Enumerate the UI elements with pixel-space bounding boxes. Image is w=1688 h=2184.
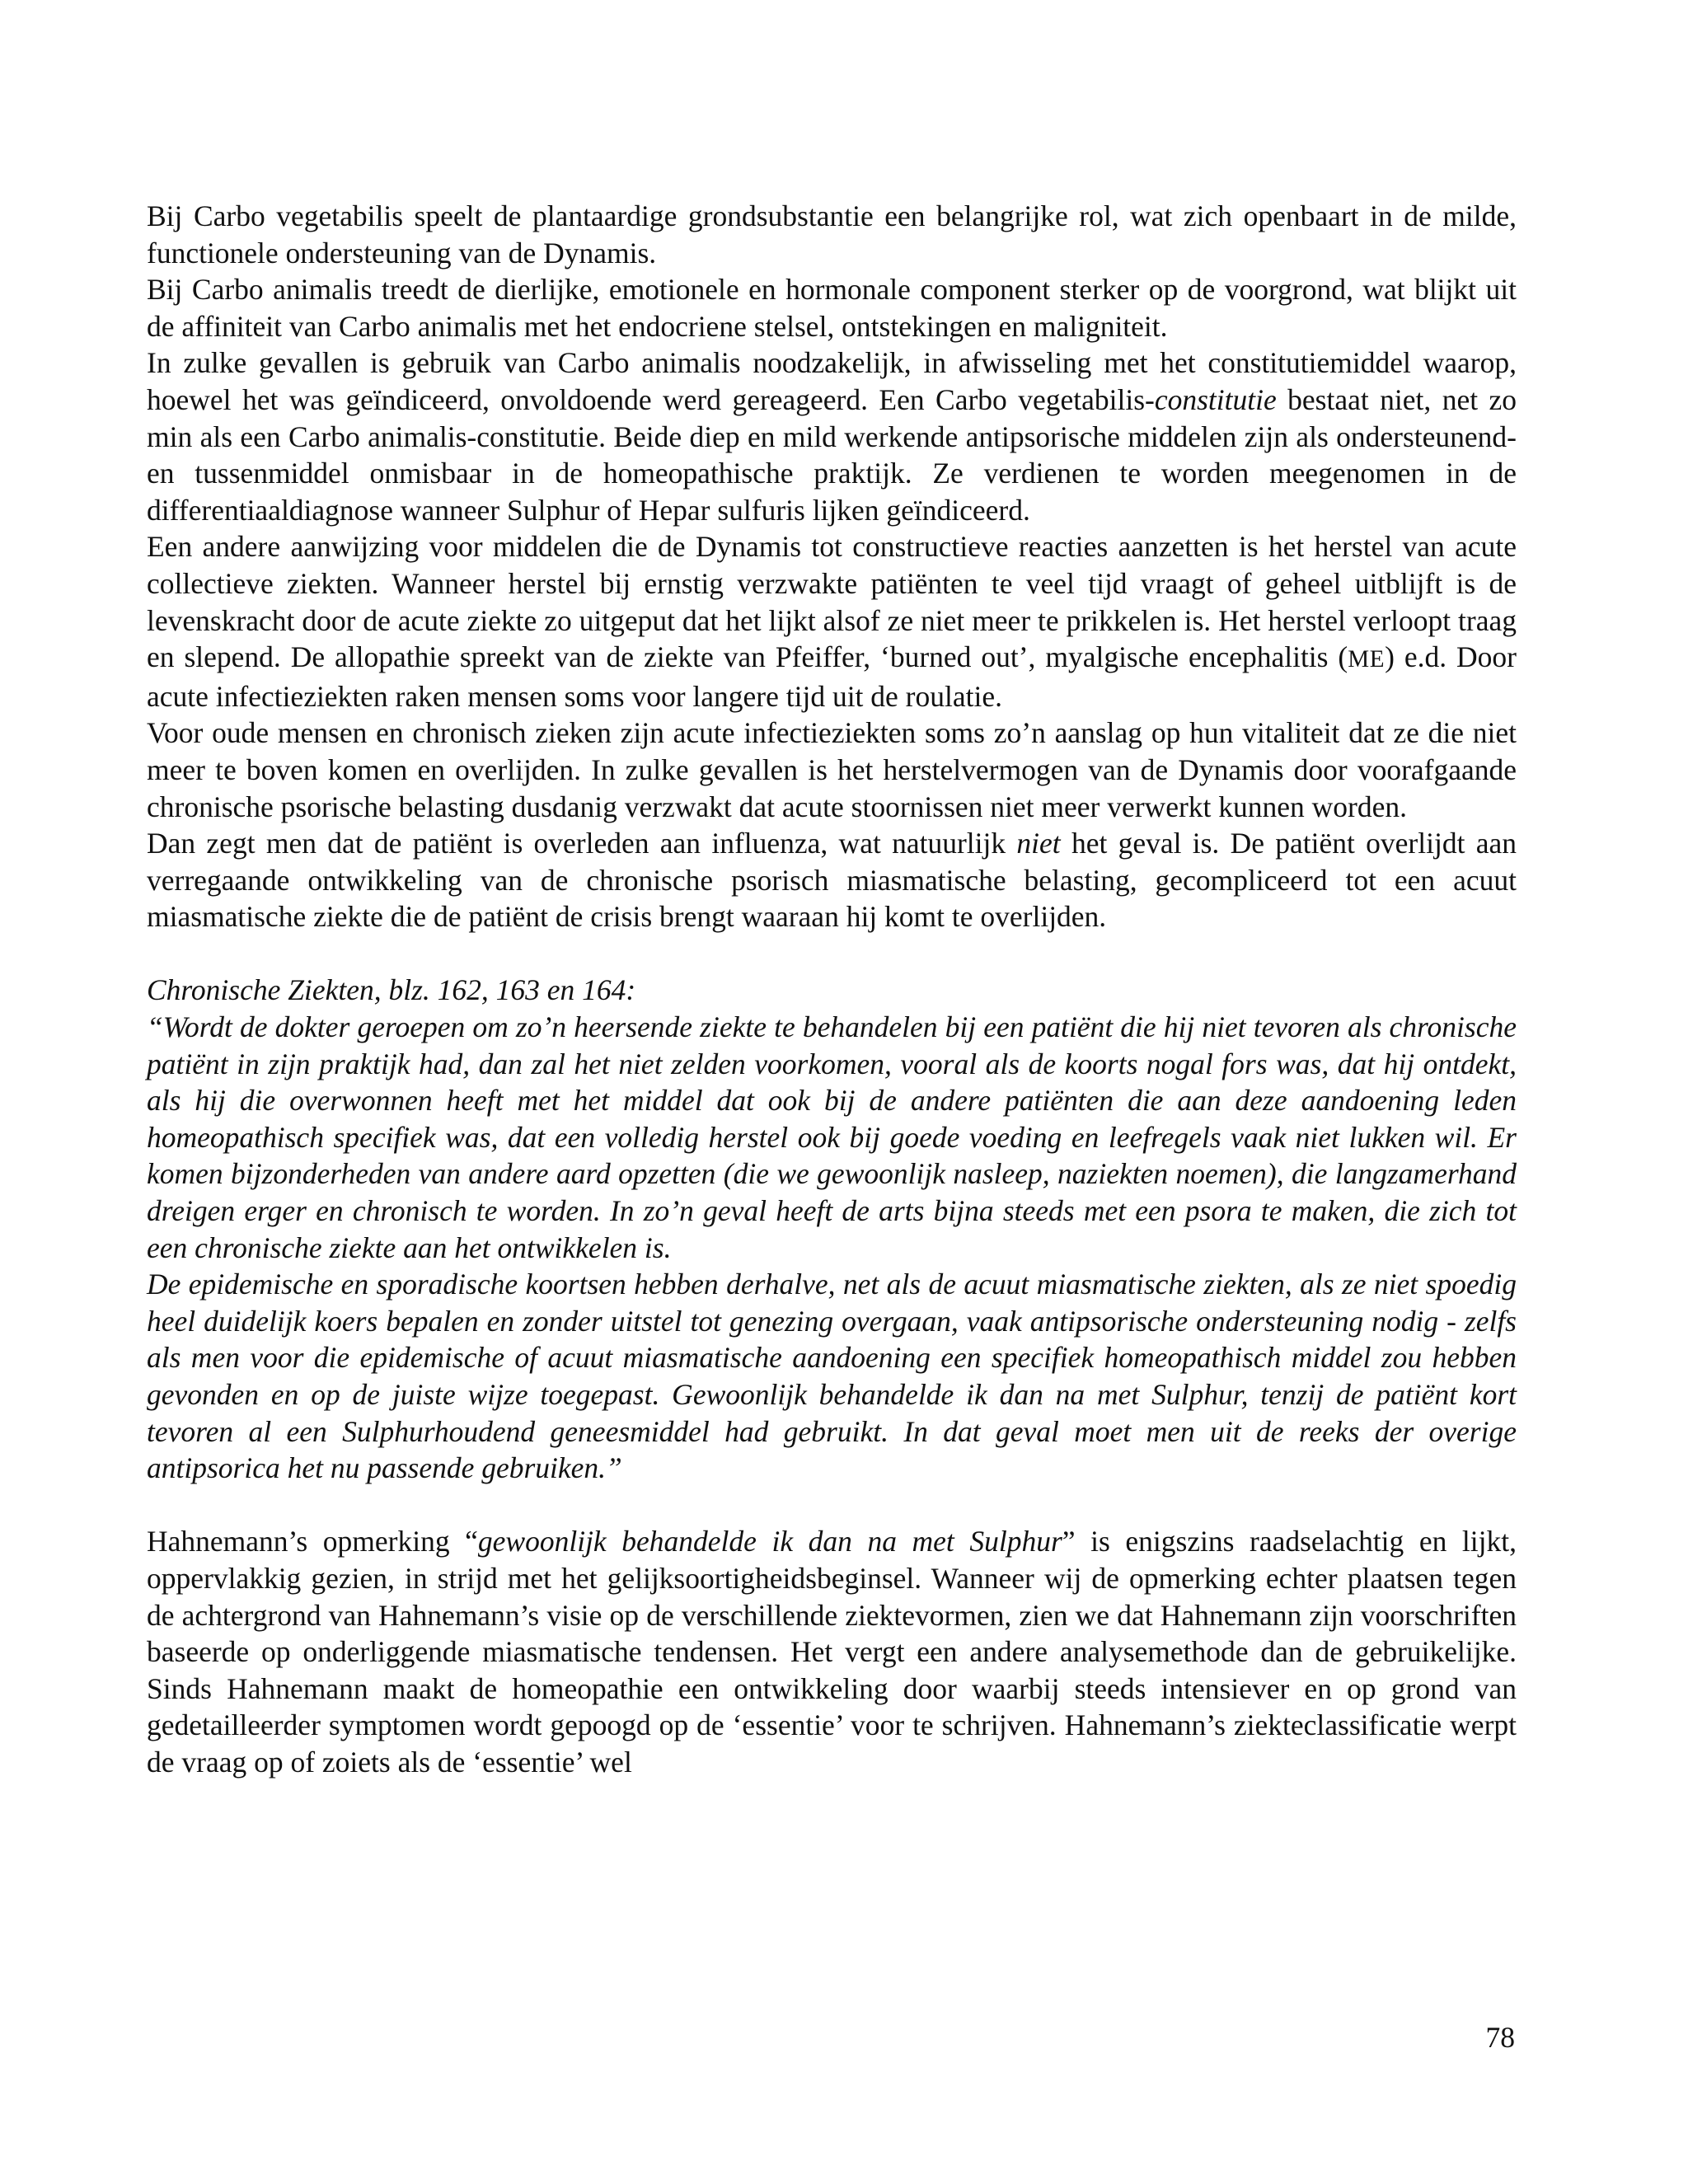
page-number: 78 [1485, 2021, 1515, 2054]
paragraph-carbo-animalis: Bij Carbo animalis treedt de dierlijke, emotionele en hormonale component sterker op de voorgrond, wat blijkt uit de affiniteit van Carbo animalis met het endocriene stelsel, ontstekingen en maligniteit. [147, 273, 1517, 343]
paragraph-influenza-text-c: het geval is. De patiënt overlijdt aan verregaande ontwikkeling van de chronische psorisch miasmatische belasting, gecompliceerd tot een acuut miasmatische ziekte die de patiënt de crisis brengt waaraan hij komt te overlijden. [147, 827, 1517, 934]
paragraph-recovery-abbreviation: ME [1348, 646, 1386, 673]
paragraph-recovery-text-a: Een andere aanwijzing voor middelen die de Dynamis tot constructieve reacties aanzetten is het herstel van acute collectieve ziekten. Wanneer herstel bij ernstig verzwakte patiënten te veel tijd vraagt of geheel uitblijft is de levenskracht door de acute ziekte zo uitgeput dat het lijkt alsof ze niet meer te prikkelen is. Het herstel verloopt traag en slepend. De allopathie spreekt van de ziekte van Pfeiffer, ‘burned out’, myalgische encephalitis ( [147, 530, 1517, 674]
paragraph-influenza-text-a: Dan zegt men dat de patiënt is overleden aan influenza, wat natuurlijk [147, 827, 1017, 860]
quote-paragraph-2: De epidemische en sporadische koortsen hebben derhalve, net als de acuut miasmatische ziekten, als ze niet spoedig heel duidelijk koers bepalen en zonder uitstel tot genezing overgaan, vaak antipsorische ondersteuning nodig - zelfs als men voor die epidemische of acuut miasmatische aandoening een specifiek homeopathisch middel zou hebben gevonden en op de juiste wijze toegepast. Gewoonlijk behandelde ik dan na met Sulphur, tenzij de patiënt kort tevoren al een Sulphurhoudend geneesmiddel had gebruikt. In dat geval moet men uit de reeks der overige antipsorica het nu passende gebruiken.” [147, 1268, 1517, 1485]
paragraph-elderly: Voor oude mensen en chronisch zieken zijn acute infectieziekten soms zo’n aanslag op hun vitaliteit dat ze die niet meer te boven komen en overlijden. In zulke gevallen is het herstelvermogen van de Dynamis door voorafgaande chronische psorische belasting dusdanig verzwakt dat acute stoornissen niet meer verwerkt kunnen worden. [147, 716, 1517, 823]
paragraph-hahnemann-italic: gewoonlijk behandelde ik dan na met Sulphur [477, 1525, 1062, 1558]
paragraph-constitution-text-c: bestaat niet, net zo min als een Carbo animalis-constitutie. Beide diep en mild werkende antipsorische middelen zijn als ondersteunend- en tussenmiddel onmisbaar in de homeopathische praktijk. Ze verdienen te worden meegenomen in de differentiaaldiagnose wanneer Sulphur of Hepar sulfuris lijken geïndiceerd. [147, 382, 1517, 527]
paragraph-recovery [147, 528, 1517, 715]
paragraph-hahnemann-text-a: Hahnemann’s opmerking “ [147, 1525, 478, 1558]
paragraph-constitution-italic: constitutie [1154, 382, 1277, 416]
paragraph-influenza [147, 825, 1517, 935]
paragraph-constitution [147, 344, 1517, 528]
paragraph-hahnemann-remark [147, 1523, 1517, 1780]
page-body [147, 198, 1517, 1781]
paragraph-carbo-vegetabilis: Bij Carbo vegetabilis speelt de plantaardige grondsubstantie een belangrijke rol, wat zich openbaart in de milde, functionele ondersteuning van de Dynamis. [147, 199, 1517, 269]
paragraph-hahnemann-text-c: ” is enigszins raadselachtig en lijkt, oppervlakkig gezien, in strijd met het gelijksoortigheidsbeginsel. Wanneer wij de opmerking echter plaatsen tegen de achtergrond van Hahnemann’s visie op de verschillende ziektevormen, zien we dat Hahnemann zijn voorschriften baseerde op onderliggende miasmatische tendensen. Het vergt een andere analysemethode dan de gebruikelijke. Sinds Hahnemann maakt de homeopathie een ontwikkeling door waarbij steeds intensiever en op grond van gedetailleerder symptomen wordt gepoogd op de ‘essentie’ voor te schrijven. Hahnemann’s ziekteclassificatie werpt de vraag op of zoiets als de ‘essentie’ wel [147, 1525, 1517, 1779]
section-gap [147, 1487, 1517, 1524]
paragraph-influenza-italic: niet [1016, 827, 1061, 860]
quote-paragraph-1: “Wordt de dokter geroepen om zo’n heersende ziekte te behandelen bij een patiënt die hij niet tevoren als chronische patiënt in zijn praktijk had, dan zal het niet zelden voorkomen, vooral als de koorts nogal fors was, dat hij ontdekt, als hij die overwonnen heeft met het middel dat ook bij de andere patiënten die aan deze aandoening leden homeopathisch specifiek was, dat een volledig herstel ook bij goede voeding en leefregels vaak niet lukken wil. Er komen bijzonderheden van andere aard opzetten (die we gewoonlijk nasleep, naziekten noemen), die langzamerhand dreigen erger en chronisch te worden. In zo’n geval heeft de arts bijna steeds met een psora te maken, die zich tot een chronische ziekte aan het ontwikkelen is. [147, 1010, 1517, 1264]
paragraph-constitution-text-a: In zulke gevallen is gebruik van Carbo animalis noodzakelijk, in afwisseling met het constitutiemiddel waarop, hoewel het was geïndiceerd, onvoldoende werd gereageerd. Een Carbo vegetabilis- [147, 346, 1517, 416]
section-gap [147, 935, 1517, 972]
quote-heading: Chronische Ziekten, blz. 162, 163 en 164: [147, 973, 636, 1007]
paragraph-recovery-text-c: ) e.d. Door acute infectieziekten raken mensen soms voor langere tijd uit de roulatie. [147, 640, 1517, 713]
